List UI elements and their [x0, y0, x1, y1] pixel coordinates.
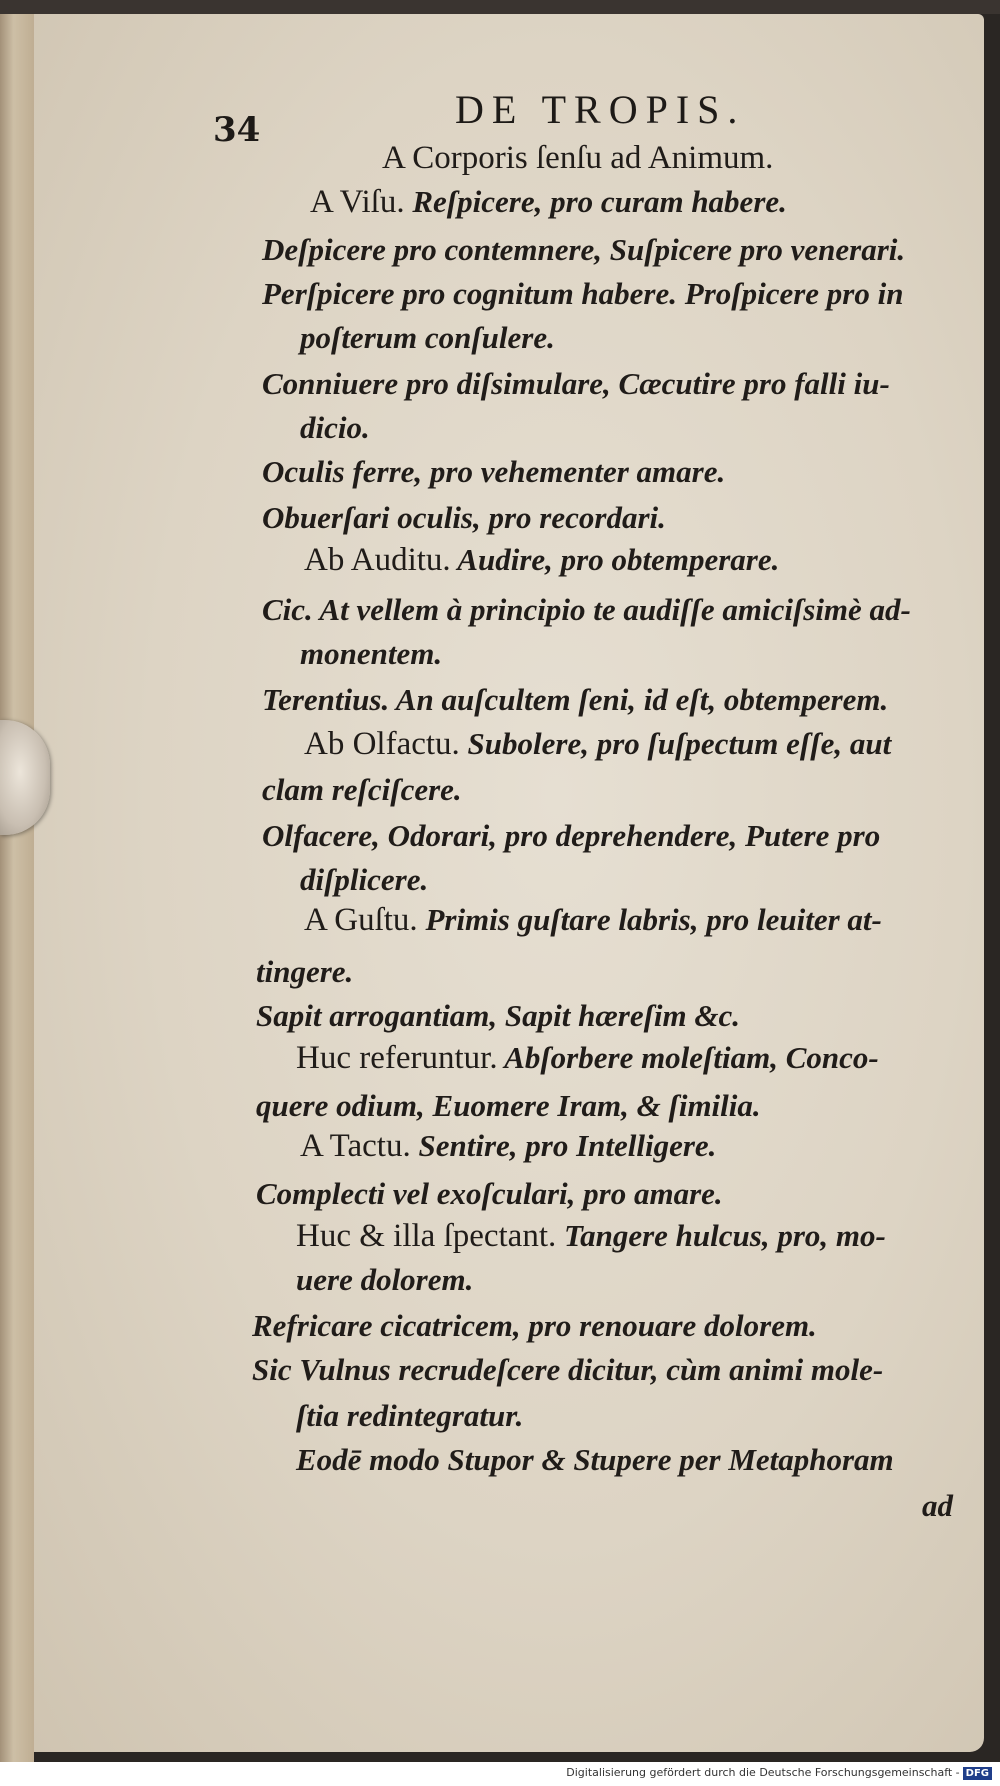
line-rest: Abſorbere moleſtiam, Conco- [497, 1040, 879, 1075]
line-rest: Audire, pro obtemperare. [450, 542, 780, 577]
text-line: Cic. At vellem à principio te audiſſe amiciſsimè ad- [262, 592, 911, 627]
book-page [34, 14, 984, 1752]
text-line: Deſpicere pro contemnere, Suſpicere pro venerari. [262, 232, 906, 267]
line-lead: A Viſu. [310, 184, 405, 220]
line-lead: A Guſtu. [304, 902, 418, 938]
text-line: diſplicere. [300, 862, 429, 897]
line-lead: Ab Auditu. [304, 542, 451, 578]
text-line: dicio. [300, 410, 370, 445]
catchword: ad [922, 1488, 953, 1523]
footer-credit-text: Digitalisierung gefördert durch die Deutsche Forschungsgemeinschaft - [566, 1766, 960, 1779]
text-line [304, 726, 891, 763]
text-line: Sapit arrogantiam, Sapit hæreſim &c. [256, 998, 741, 1033]
line-rest: Tangere hulcus, pro, mo- [556, 1218, 886, 1253]
text-line: Terentius. An auſcultem ſeni, id eſt, obtemperem. [262, 682, 889, 717]
text-line: Eodē modo Stupor & Stupere per Metaphoram [296, 1442, 894, 1477]
text-line: Complecti vel exoſculari, pro amare. [256, 1176, 723, 1211]
line-lead: Huc referuntur. [296, 1040, 498, 1076]
running-head: DE TROPIS. [455, 87, 746, 132]
section-heading: A Corporis ſenſu ad Animum. [382, 140, 774, 176]
line-lead: A Tactu. [300, 1128, 411, 1164]
text-line: uere dolorem. [296, 1262, 474, 1297]
line-lead: Ab Olfactu. [304, 726, 460, 762]
text-line: ſtia redintegratur. [296, 1398, 524, 1433]
footer-bar [0, 1762, 1000, 1786]
text-line: quere odium, Euomere Iram, & ſimilia. [256, 1088, 761, 1123]
text-line: tingere. [256, 954, 354, 989]
text-line: monentem. [300, 636, 443, 671]
line-rest: Reſpicere, pro curam habere. [404, 184, 787, 219]
top-border [0, 0, 1000, 14]
text-line: Perſpicere pro cognitum habere. Proſpicere pro in [262, 276, 904, 311]
text-line [304, 902, 882, 939]
text-line [304, 542, 779, 579]
text-line: Conniuere pro diſsimulare, Cæcutire pro falli iu- [262, 366, 890, 401]
text-line: Sic Vulnus recrudeſcere dicitur, cùm animi mole- [252, 1352, 884, 1387]
text-line [300, 1128, 716, 1165]
text-line: Obuerſari oculis, pro recordari. [262, 500, 666, 535]
book-page-edges [0, 14, 34, 1764]
line-rest: Subolere, pro ſuſpectum eſſe, aut [459, 726, 892, 761]
text-line [296, 1040, 879, 1077]
line-rest: Sentire, pro Intelligere. [410, 1128, 717, 1163]
dfg-logo: DFG [963, 1767, 992, 1780]
line-lead: Huc & illa ſpectant. [296, 1218, 557, 1254]
line-rest: Primis guſtare labris, pro leuiter at- [417, 902, 882, 937]
text-line: Oculis ferre, pro vehementer amare. [262, 454, 726, 489]
text-line: Olfacere, Odorari, pro deprehendere, Putere pro [262, 818, 881, 853]
text-line: poſterum conſulere. [300, 320, 555, 355]
footer-credit [566, 1766, 992, 1780]
text-line: Refricare cicatricem, pro renouare dolorem. [252, 1308, 817, 1343]
page-number: 34 [213, 110, 261, 150]
text-line: clam reſciſcere. [262, 772, 462, 807]
text-line [310, 184, 787, 221]
text-line [296, 1218, 886, 1255]
